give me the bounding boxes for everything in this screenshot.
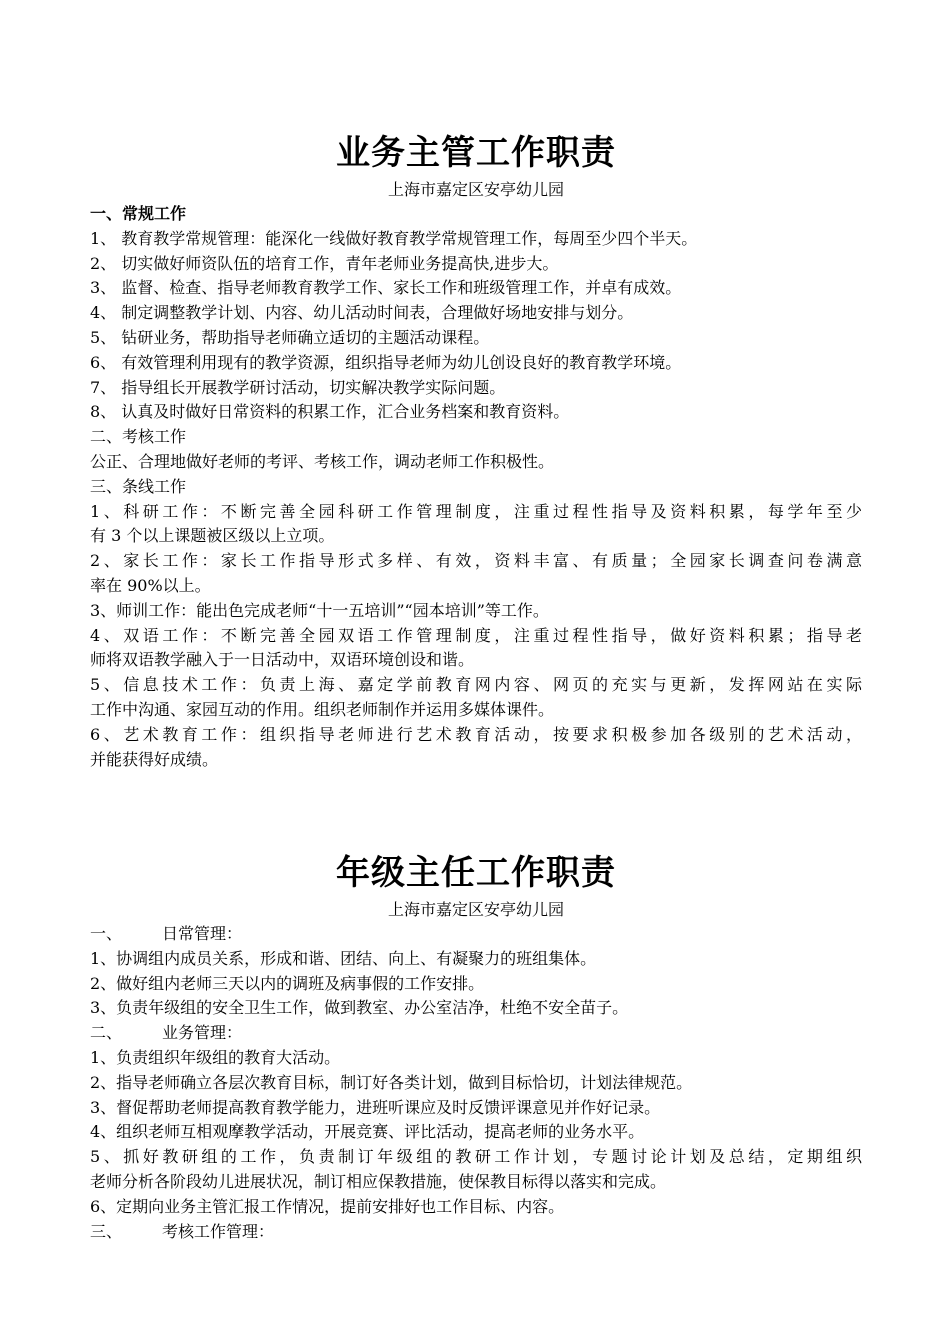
list-item: 7、 指导组长开展教学研讨活动，切实解决教学实际问题。 [90,377,506,397]
list-item: 4、组织老师互相观摩教学活动，开展竞赛、评比活动，提高老师的业务水平。 [90,1122,645,1142]
school-name: 上海市嘉定区安亭幼儿园 [387,180,564,199]
paragraph-line: 1、科研工作：不断完善全园科研工作管理制度，注重过程性指导及资料积累，每学年至少 [90,501,862,521]
section-heading-assessment-mgmt [90,1220,862,1245]
list-item: 2、 切实做好师资队伍的培育工作，青年老师业务提高快,进步大。 [90,253,559,273]
paragraph-line: 5、信息技术工作：负责上海、嘉定学前教育网内容、网页的充实与更新，发挥网站在实际 [90,675,862,695]
list-item: 4、 制定调整教学计划、内容、幼儿活动时间表，合理做好场地安排与划分。 [90,303,634,323]
paragraph: 公正、合理地做好老师的考评、考核工作，调动老师工作积极性。 [90,451,555,471]
section-label: 日常管理： [162,924,243,943]
page-title: 年级主任工作职责 [336,853,616,893]
section-number: 一、 [90,924,123,943]
paragraph-research [90,500,862,550]
list-item: 1、 教育教学常规管理：能深化一线做好教育教学常规管理工作，每周至少四个半天。 [90,228,698,248]
paragraph-bilingual [90,624,862,674]
list-item: 6、 有效管理利用现有的教学资源，组织指导老师为幼儿创设良好的教育教学环境。 [90,352,682,372]
paragraph-line: 率在 90%以上。 [90,575,211,595]
section-number: 三、 [90,1221,123,1241]
section-heading-business [90,1021,862,1046]
section-label: 业务管理： [162,1023,243,1043]
school-name: 上海市嘉定区安亭幼儿园 [387,900,564,919]
paragraph-line: 老师分析各阶段幼儿进展状况，制订相应保教措施，使保教目标得以落实和完成。 [90,1171,667,1191]
list-item: 8、 认真及时做好日常资料的积累工作，汇合业务档案和教育资料。 [90,402,570,422]
section-heading-routine: 一、常规工作 [90,204,187,223]
page-title: 业务主管工作职责 [336,133,616,173]
paragraph-line: 4、双语工作：不断完善全园双语工作管理制度，注重过程性指导，做好资料积累；指导老 [90,625,862,645]
paragraph-line: 5、抓好教研组的工作，负责制订年级组的教研工作计划，专题讨论计划及总结，定期组织 [90,1147,862,1167]
paragraph-line: 有 3 个以上课题被区级以上立项。 [90,526,335,546]
paragraph-parents [90,549,862,599]
list-item: 6、定期向业务主管汇报工作情况，提前安排好也工作目标、内容。 [90,1196,565,1216]
paragraph-line: 6、艺术教育工作：组织指导老师进行艺术教育活动，按要求积极参加各级别的艺术活动， [90,724,862,744]
list-item: 5、 钻研业务，帮助指导老师确立适切的主题活动课程。 [90,327,490,347]
paragraph-training: 3、师训工作：能出色完成老师“十一五培训”“园本培训”等工作。 [90,600,549,620]
list-item: 3、 监督、检查、指导老师教育教学工作、家长工作和班级管理工作，并卓有成效。 [90,278,682,298]
list-item: 3、负责年级组的安全卫生工作，做到教室、办公室洁净，杜绝不安全苗子。 [90,998,629,1018]
paragraph-research-group [90,1145,862,1195]
list-item: 1、负责组织年级组的教育大活动。 [90,1047,341,1067]
list-item: 2、指导老师确立各层次教育目标，制订好各类计划，做到目标恰切，计划法律规范。 [90,1072,693,1092]
paragraph-line: 工作中沟通、家园互动的作用。组织老师制作并运用多媒体课件。 [90,699,555,719]
list-item: 2、做好组内老师三天以内的调班及病事假的工作安排。 [90,973,485,993]
section-heading-assessment: 二、考核工作 [90,427,187,447]
list-item: 3、督促帮助老师提高教育教学能力，进班听课应及时反馈评课意见并作好记录。 [90,1097,661,1117]
paragraph-art [90,723,862,773]
duty-section-grade-director [90,848,862,1244]
section-label: 考核工作管理： [162,1221,275,1241]
duty-section-business-supervisor [90,128,862,772]
paragraph-line: 并能获得好成绩。 [90,749,219,769]
section-heading-daily [90,922,862,947]
paragraph-it [90,673,862,723]
paragraph-line: 师将双语教学融入于一日活动中，双语环境创设和谐。 [90,650,475,670]
list-item: 1、协调组内成员关系，形成和谐、团结、向上、有凝聚力的班组集体。 [90,948,597,968]
paragraph-line: 2、家长工作：家长工作指导形式多样、有效，资料丰富、有质量；全园家长调查问卷满意 [90,551,862,571]
section-number: 二、 [90,1023,123,1043]
section-heading-lines: 三、条线工作 [90,476,187,496]
